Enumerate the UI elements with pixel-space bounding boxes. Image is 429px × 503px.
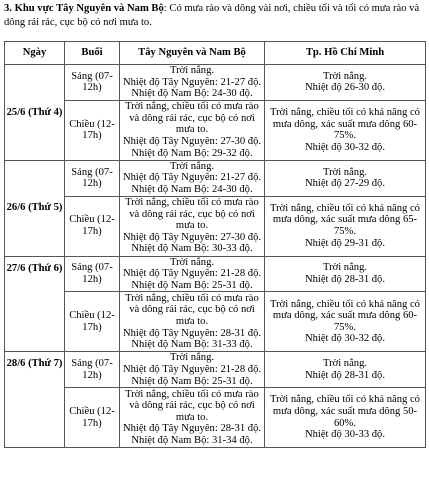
region-forecast-cell: Trời nắng. Nhiệt độ Tây Nguyên: 21-27 độ. Nhiệt độ Nam Bộ: 24-30 độ. (120, 160, 265, 196)
table-row (5, 196, 426, 256)
session-cell: Chiều (12-17h) (65, 388, 120, 448)
section-heading (4, 2, 425, 29)
session-cell: Chiều (12-17h) (65, 100, 120, 160)
day-cell: 27/6 (Thứ 6) (5, 256, 65, 352)
hcm-forecast-cell: Trời nắng. Nhiệt độ 27-29 độ. (265, 160, 426, 196)
hcm-forecast-cell: Trời nắng. Nhiệt độ 28-31 độ. (265, 256, 426, 292)
region-forecast-cell: Trời nắng, chiều tối có mưa rào và dông rải rác, cục bộ có nơi mưa to. Nhiệt độ Tây Nguyên: 28-31 độ. Nhiệt độ Nam Bộ: 31-34 độ. (120, 388, 265, 448)
header-region: Tây Nguyên và Nam Bộ (120, 42, 265, 65)
region-forecast-cell: Trời nắng. Nhiệt độ Tây Nguyên: 21-28 độ. Nhiệt độ Nam Bộ: 25-31 độ. (120, 256, 265, 292)
hcm-forecast-cell: Trời nắng, chiều tối có khả năng có mưa dông, xác suất mưa dông 60-75%. Nhiệt độ 30-32 độ. (265, 100, 426, 160)
hcm-forecast-cell: Trời nắng. Nhiệt độ 26-30 độ. (265, 65, 426, 101)
region-forecast-cell: Trời nắng, chiều tối có mưa rào và dông rải rác, cục bộ có nơi mưa to. Nhiệt độ Tây Nguyên: 27-30 độ. Nhiệt độ Nam Bộ: 29-32 độ. (120, 100, 265, 160)
day-cell: 28/6 (Thứ 7) (5, 352, 65, 448)
session-cell: Chiều (12-17h) (65, 292, 120, 352)
session-cell: Chiều (12-17h) (65, 196, 120, 256)
region-forecast-cell: Trời nắng, chiều tối có mưa rào và dông rải rác, cục bộ có nơi mưa to. Nhiệt độ Tây Nguyên: 28-31 độ. Nhiệt độ Nam Bộ: 31-33 độ. (120, 292, 265, 352)
table-row (5, 352, 426, 388)
hcm-forecast-cell: Trời nắng, chiều tối có khả năng có mưa dông, xác suất mưa dông 50-60%. Nhiệt độ 30-33 độ. (265, 388, 426, 448)
session-cell: Sáng (07-12h) (65, 256, 120, 292)
forecast-table (4, 41, 426, 448)
table-row (5, 100, 426, 160)
table-row (5, 388, 426, 448)
session-cell: Sáng (07-12h) (65, 65, 120, 101)
header-day: Ngày (5, 42, 65, 65)
hcm-forecast-cell: Trời nắng. Nhiệt độ 28-31 độ. (265, 352, 426, 388)
hcm-forecast-cell: Trời nắng, chiều tối có khả năng có mưa dông, xác suất mưa dông 60-75%. Nhiệt độ 30-32 độ. (265, 292, 426, 352)
day-cell: 25/6 (Thứ 4) (5, 65, 65, 161)
table-row (5, 160, 426, 196)
table-row (5, 256, 426, 292)
region-forecast-cell: Trời nắng. Nhiệt độ Tây Nguyên: 21-28 độ. Nhiệt độ Nam Bộ: 25-31 độ. (120, 352, 265, 388)
region-forecast-cell: Trời nắng, chiều tối có mưa rào và dông rải rác, cục bộ có nơi mưa to. Nhiệt độ Tây Nguyên: 27-30 độ. Nhiệt độ Nam Bộ: 30-33 độ. (120, 196, 265, 256)
header-session: Buổi (65, 42, 120, 65)
day-cell: 26/6 (Thứ 5) (5, 160, 65, 256)
hcm-forecast-cell: Trời nắng, chiều tối có khả năng có mưa dông, xác suất mưa dông 65-75%. Nhiệt độ 29-31 độ. (265, 196, 426, 256)
header-hcm: Tp. Hồ Chí Minh (265, 42, 426, 65)
table-row (5, 65, 426, 101)
table-header-row (5, 42, 426, 65)
session-cell: Sáng (07-12h) (65, 160, 120, 196)
table-row (5, 292, 426, 352)
session-cell: Sáng (07-12h) (65, 352, 120, 388)
region-forecast-cell: Trời nắng. Nhiệt độ Tây Nguyên: 21-27 độ. Nhiệt độ Nam Bộ: 24-30 độ. (120, 65, 265, 101)
section-title: 3. Khu vực Tây Nguyên và Nam Bộ (4, 3, 164, 14)
section-summary: : Có mưa rào và dông vài nơi, chiều tối và tối có mưa rào và dông rải rác, cục bộ có nơi mưa to. (4, 3, 420, 28)
